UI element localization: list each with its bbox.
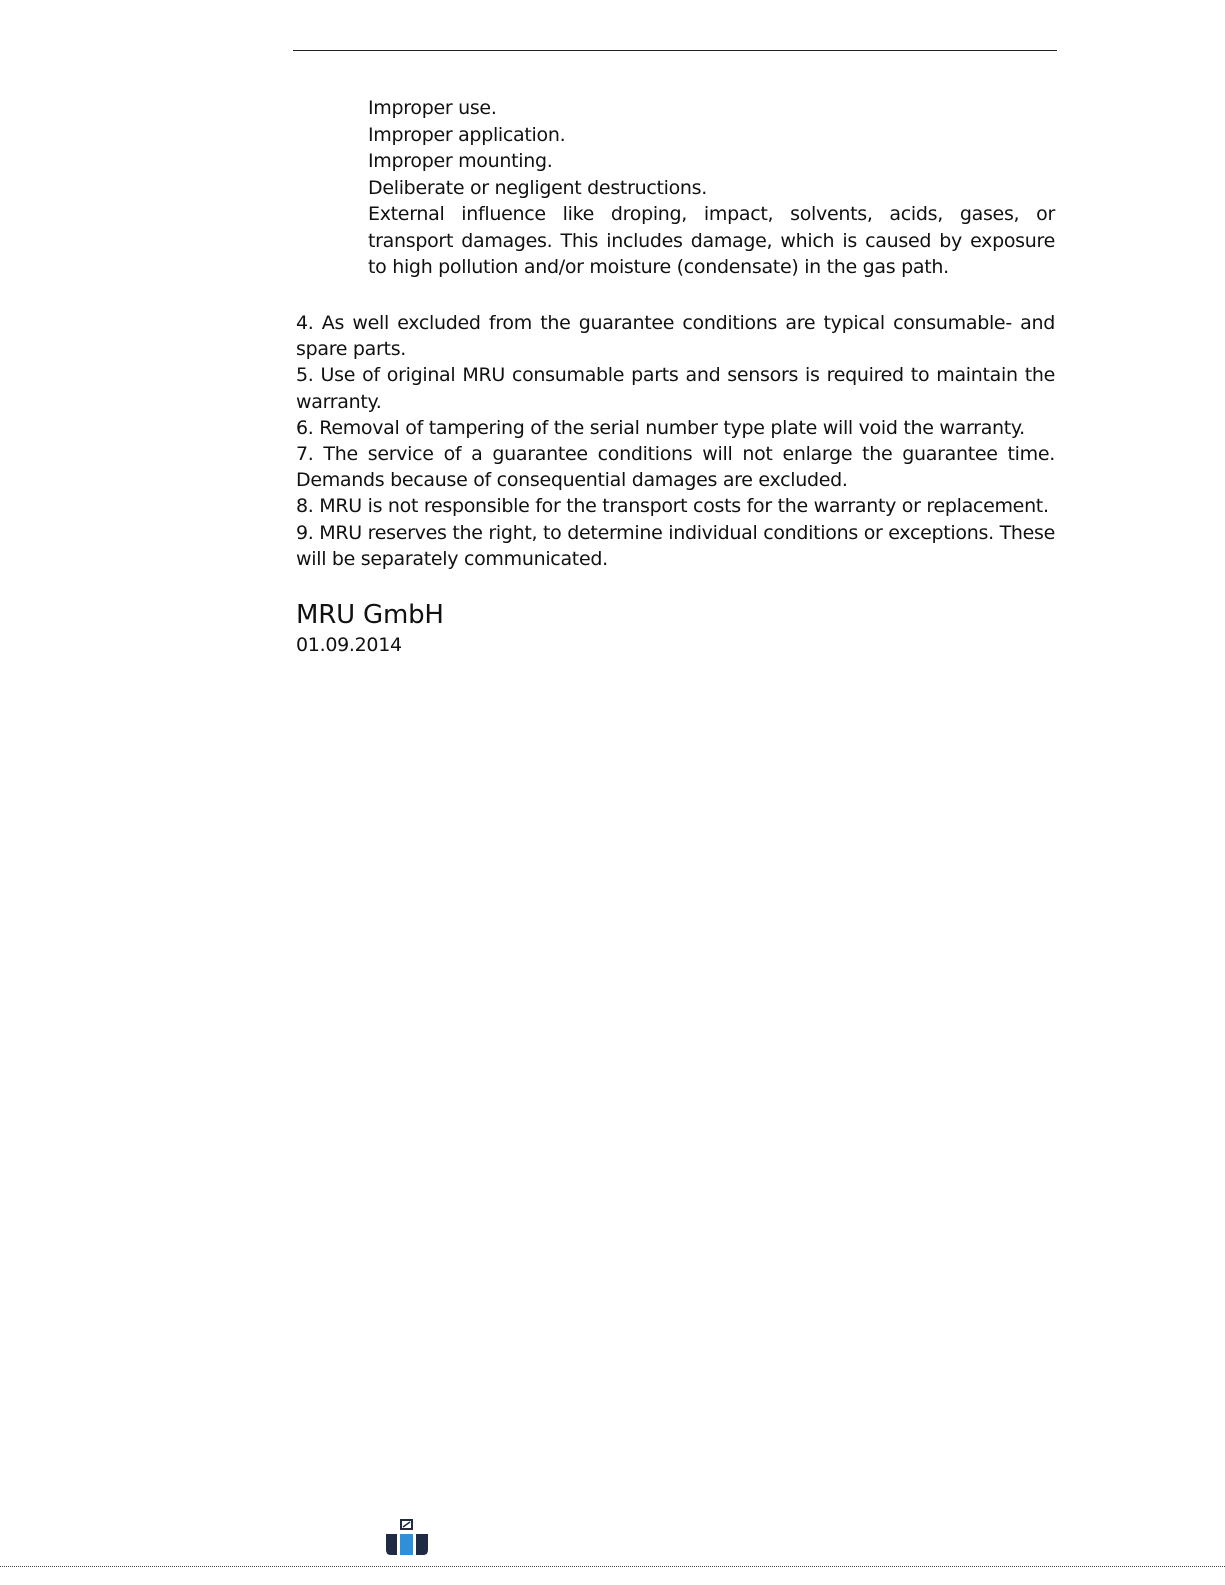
exclusion-item-improper-mounting: Improper mounting. xyxy=(368,150,553,172)
exclusion-item-external-influence: External influence like droping, impact, solvents, acids, gases, or transport damages. This includes damage, which is caused by exposure to high pollution and/or moisture (condensate) in the gas path. xyxy=(368,203,1055,278)
exclusion-list xyxy=(368,95,1055,281)
condition-6: 6. Removal of tampering of the serial number type plate will void the warranty. xyxy=(296,416,1025,439)
condition-4: 4. As well excluded from the guarantee conditions are typical consumable- and spare parts. xyxy=(296,312,1055,361)
logo-center-bar xyxy=(400,1534,413,1555)
exclusion-item-destructions: Deliberate or negligent destructions. xyxy=(368,176,707,199)
condition-7: 7. The service of a guarantee conditions will not enlarge the guarantee time. Demands because of consequential damages are excluded. xyxy=(296,443,1055,492)
document-date: 01.09.2014 xyxy=(296,634,402,656)
condition-8: 8. MRU is not responsible for the transport costs for the warranty or replacement. xyxy=(296,495,1049,518)
exclusion-item-improper-application: Improper application. xyxy=(368,123,566,146)
mru-logo-icon xyxy=(386,1519,428,1557)
company-name: MRU GmbH xyxy=(296,600,444,630)
warranty-conditions xyxy=(296,310,1055,572)
logo-left-bar xyxy=(386,1534,397,1555)
footer-divider xyxy=(0,1566,1225,1567)
exclusion-item-improper-use: Improper use. xyxy=(368,97,497,119)
mru-logo-graphic xyxy=(386,1519,428,1557)
header-divider xyxy=(293,50,1057,51)
condition-5: 5. Use of original MRU consumable parts and sensors is required to maintain the warranty. xyxy=(296,364,1055,413)
condition-9: 9. MRU reserves the right, to determine individual conditions or exceptions. These will be separately communicated. xyxy=(296,521,1055,570)
logo-right-bar xyxy=(416,1534,428,1555)
